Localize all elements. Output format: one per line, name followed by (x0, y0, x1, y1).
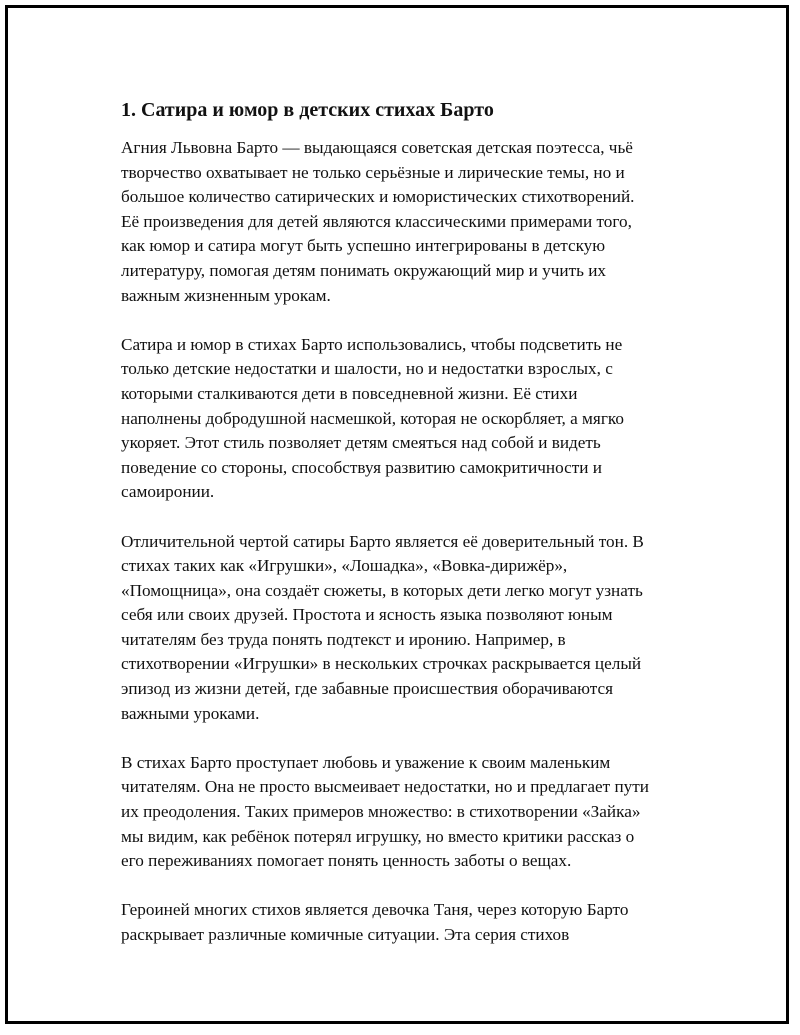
text-line: стихах таких как «Игрушки», «Лошадка», «Вовка-дирижёр», (121, 556, 568, 576)
text-line: только детские недостатки и шалости, но и недостатки взрослых, с (121, 359, 613, 379)
text-line: «Помощница», она создаёт сюжеты, в которых дети легко могут узнать (121, 580, 643, 600)
text-line: поведение со стороны, способствуя развитию самокритичности и (121, 457, 602, 477)
text-line: самоиронии. (121, 482, 215, 502)
text-line: важным жизненным урокам. (121, 285, 331, 305)
text-line: Отличительной чертой сатиры Барто является её доверительный тон. В (121, 531, 644, 551)
text-line: как юмор и сатира могут быть успешно интегрированы в детскую (121, 236, 606, 256)
text-line: большое количество сатирических и юмористических стихотворений. (121, 187, 635, 207)
text-line: его переживаниях помогает понять ценность заботы о вещах. (121, 851, 572, 871)
text-line: Сатира и юмор в стихах Барто использовались, чтобы подсветить не (121, 334, 623, 354)
text-line: важными уроками. (121, 703, 260, 723)
text-line: которыми сталкиваются дети в повседневной жизни. Её стихи (121, 383, 578, 403)
text-line: творчество охватывает не только серьёзные и лирические темы, но и (121, 162, 625, 182)
text-line: читателям. Она не просто высмеивает недостатки, но и предлагает пути (121, 777, 649, 797)
text-line: В стихах Барто проступает любовь и уважение к своим маленьким (121, 752, 611, 772)
paragraph (121, 898, 701, 947)
document-content (121, 98, 701, 972)
text-line: эпизод из жизни детей, где забавные происшествия оборачиваются (121, 679, 614, 699)
text-line: себя или своих друзей. Простота и ясность языка позволяют юным (121, 605, 613, 625)
text-line: стихотворении «Игрушки» в нескольких строчках раскрывается целый (121, 654, 642, 674)
text-line: Агния Львовна Барто — выдающаяся советская детская поэтесса, чьё (121, 138, 633, 157)
paragraph (121, 333, 701, 505)
paragraph (121, 530, 701, 727)
text-line: читателям без труда понять подтекст и иронию. Например, в (121, 629, 566, 649)
text-line: укоряет. Этот стиль позволяет детям смеяться над собой и видеть (121, 433, 601, 453)
document-page (5, 5, 789, 1024)
paragraph (121, 751, 701, 874)
text-line: наполнены добродушной насмешкой, которая не оскорбляет, а мягко (121, 408, 624, 428)
section-heading: 1. Сатира и юмор в детских стихах Барто (121, 99, 494, 121)
text-line: Героиней многих стихов является девочка Таня, через которую Барто (121, 900, 629, 920)
text-line: их преодоления. Таких примеров множество: в стихотворении «Зайка» (121, 802, 641, 822)
text-line: Её произведения для детей являются классическими примерами того, (121, 211, 632, 231)
paragraph (121, 136, 701, 308)
text-line: раскрывает различные комичные ситуации. Эта серия стихов (121, 925, 570, 944)
text-line: мы видим, как ребёнок потерял игрушку, но вместо критики рассказ о (121, 826, 635, 846)
text-line: литературу, помогая детям понимать окружающий мир и учить их (121, 260, 607, 280)
